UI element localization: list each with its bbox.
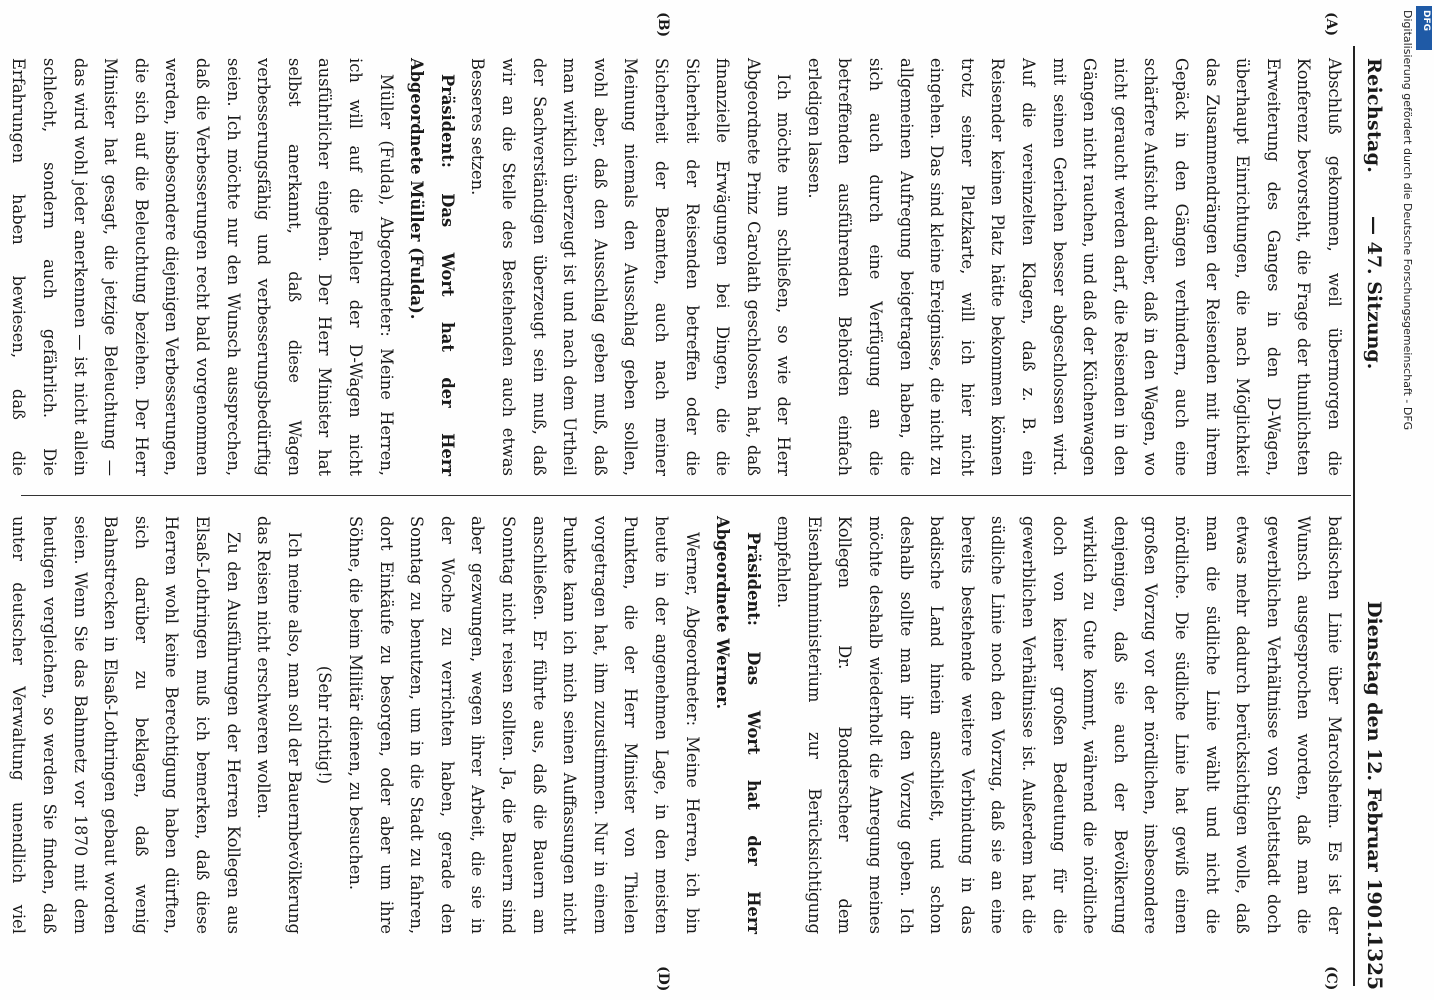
header-left: Reichstag. [1363,58,1385,174]
right-text-column [9,516,1349,934]
digitization-note [1401,10,1415,431]
paragraph: Werner, Abgeordneter: Meine Herren, ich bin heute in der angenehmen Lage, in den meisten Punkten, die der Herr Minister von Thielen vorgetragen hat, ihm zuzustimmen. Nur in einem Punkte kann ich mich seinen Auffassungen nicht anschließen. Er führte aus, daß die Bauern am Sonntag nicht reisen sollten. Ja, die Bauern sind aber gezwungen, wegen ihrer Arbeit, die sie in der Woche zu verrichten haben, gerade den Sonntag zu benutzen, um in die Stadt zu fahren, dort Einkäufe zu besorgen, oder aber um ihre Söhne, die beim Militär dienen, zu besuchen. [346,516,702,934]
paragraph: Müller (Fulda), Abgeordneter: Meine Herren, ich will auf die Fehler der D-Wagen nicht ausführlicher eingehen. Der Herr Minister hat selbst anerkannt, daß diese Wagen verbesserungsfähig und verbesserungsbedürftig seien. Ich möchte nur den Wunsch aussprechen, daß die Verbesserungen recht bald vorgenommen werden, insbesondere diejenigen Verbesserungen, die sich auf die Beleuchtung beziehen. Der Herr Minister hat gesagt, die jetzige Beleuchtung — das wird wohl jeder anerkennen — ist nicht allein schlecht, sondern auch gefährlich. Die Erfahrungen haben bewiesen, daß die [9,58,396,476]
rotated-page-content [3,6,1401,996]
margin-marker-a: (A) [1323,12,1339,37]
column-divider [21,495,1351,496]
paragraph: Abschluß gekommen, weil übermorgen die Konferenz bevorsteht, die Frage der thunlichsten Erweiterung des Ganges in den D-Wagen, überhaupt Einrichtungen, die nach Möglichkeit das Zusammendrängen der Reisenden mit ihrem Gepäck in den Gängen verhindern, auch eine schärfere Aufsicht darüber, daß in den Wagen, wo nicht geraucht werden darf, die Reisenden in den Gängen nicht rauchen, und daß der Küchenwagen mit seinen Gerichen besser abgeschlossen wird. Auf die vereinzelten Klagen, daß z. B. ein Reisender keinen Platz hätte bekommen können trotz seiner Platzkarte, will ich hier nicht eingehen. Das sind kleine Ereignisse, die nicht zu allgemeinen Aufregung beigetragen haben, die sich auch durch eine Verfügung an die betreffenden ausführenden Behörden einfach erledigen lassen. [804,58,1344,476]
paragraph: Zu den Ausführungen der Herren Kollegen aus Elsaß-Lothringen muß ich bemerken, daß diese Herren wohl keine Berechtigung haben dürften, sich darüber zu beklagen, daß wenig Bahnstrecken in Elsaß-Lothringen gebaut worden seien. Wenn Sie das Bahnnetz vor 1870 mit dem heutigen vergleichen, so werden Sie finden, daß unter deutscher Verwaltung unendlich viel [9,516,243,934]
digitization-note-text: Digitalisierung gefördert durch die Deutsche Forschungsgemeinschaft - DFG [1401,10,1414,431]
paragraph: badischen Linie über Marcolsheim. Es ist der Wunsch ausgesprochen worden, daß man die gewerblichen Verhältnisse von Schlettstadt doch etwas mehr dadurch berücksichtigen wolle, daß man die südliche Linie wählt und nicht die nördliche. Die südliche Linie hat gewiß einen großen Vorzug vor der nördlichen, insbesondere denjenigen, daß sie auch der Bevölkerung wirklich zu Gute kommt, während die nördliche doch von keiner großen Bedeutung für die gewerblichen Verhältnisse ist. Außerdem hat die südliche Linie noch den Vorzug, daß sie an eine bereits bestehende weitere Verbindung in das badische Land hinein anschließt, und schon deshalb sollte man ihr den Vorzug geben. Ich möchte deshalb wiederholt die Anregung meines Kollegen Dr. Bonderscheer dem Eisenbahnministerium zur Berücksichtigung empfehlen. [774,516,1344,934]
margin-marker-d: (D) [655,966,671,992]
page-number: 1325 [1363,934,1387,990]
margin-marker-c: (C) [1323,966,1339,991]
page-header [1357,6,1395,996]
paragraph: Präsident: Das Wort hat der Herr Abgeordnete Müller (Fulda). [407,58,457,476]
margin-marker-b: (B) [655,12,671,38]
paragraph: Präsident: Das Wort hat der Herr Abgeordnete Werner. [713,516,763,934]
header-rule [1353,46,1355,986]
header-center-wrap [1363,216,1385,976]
header-session: — 47. Sitzung. [1363,216,1385,370]
left-text-column [9,58,1349,476]
header-date: Dienstag den 12. Februar 1901. [1363,601,1385,938]
dfg-logo [1416,6,1432,50]
paragraph: Ich möchte nun schließen, so wie der Herr Abgeordnete Prinz Carolath geschlossen hat, daß finanzielle Erwägungen bei Dingen, die die Sicherheit der Reisenden betreffen oder die Sicherheit der Beamten, auch nach meiner Meinung niemals den Ausschlag geben sollen, wohl aber, daß den Ausschlag geben muß, daß man wirklich überzeugt ist und nach dem Urtheil der Sachverständigen überzeugt sein muß, daß wir an die Stelle des Bestehenden auch etwas Besseres setzen. [468,58,794,476]
paragraph: Ich meine also, man soll der Bauernbevölkerung das Reisen nicht erschweren wollen. [254,516,304,934]
dfg-logo-text: DFG [1421,10,1431,32]
paragraph: (Sehr richtig!) [315,665,335,785]
